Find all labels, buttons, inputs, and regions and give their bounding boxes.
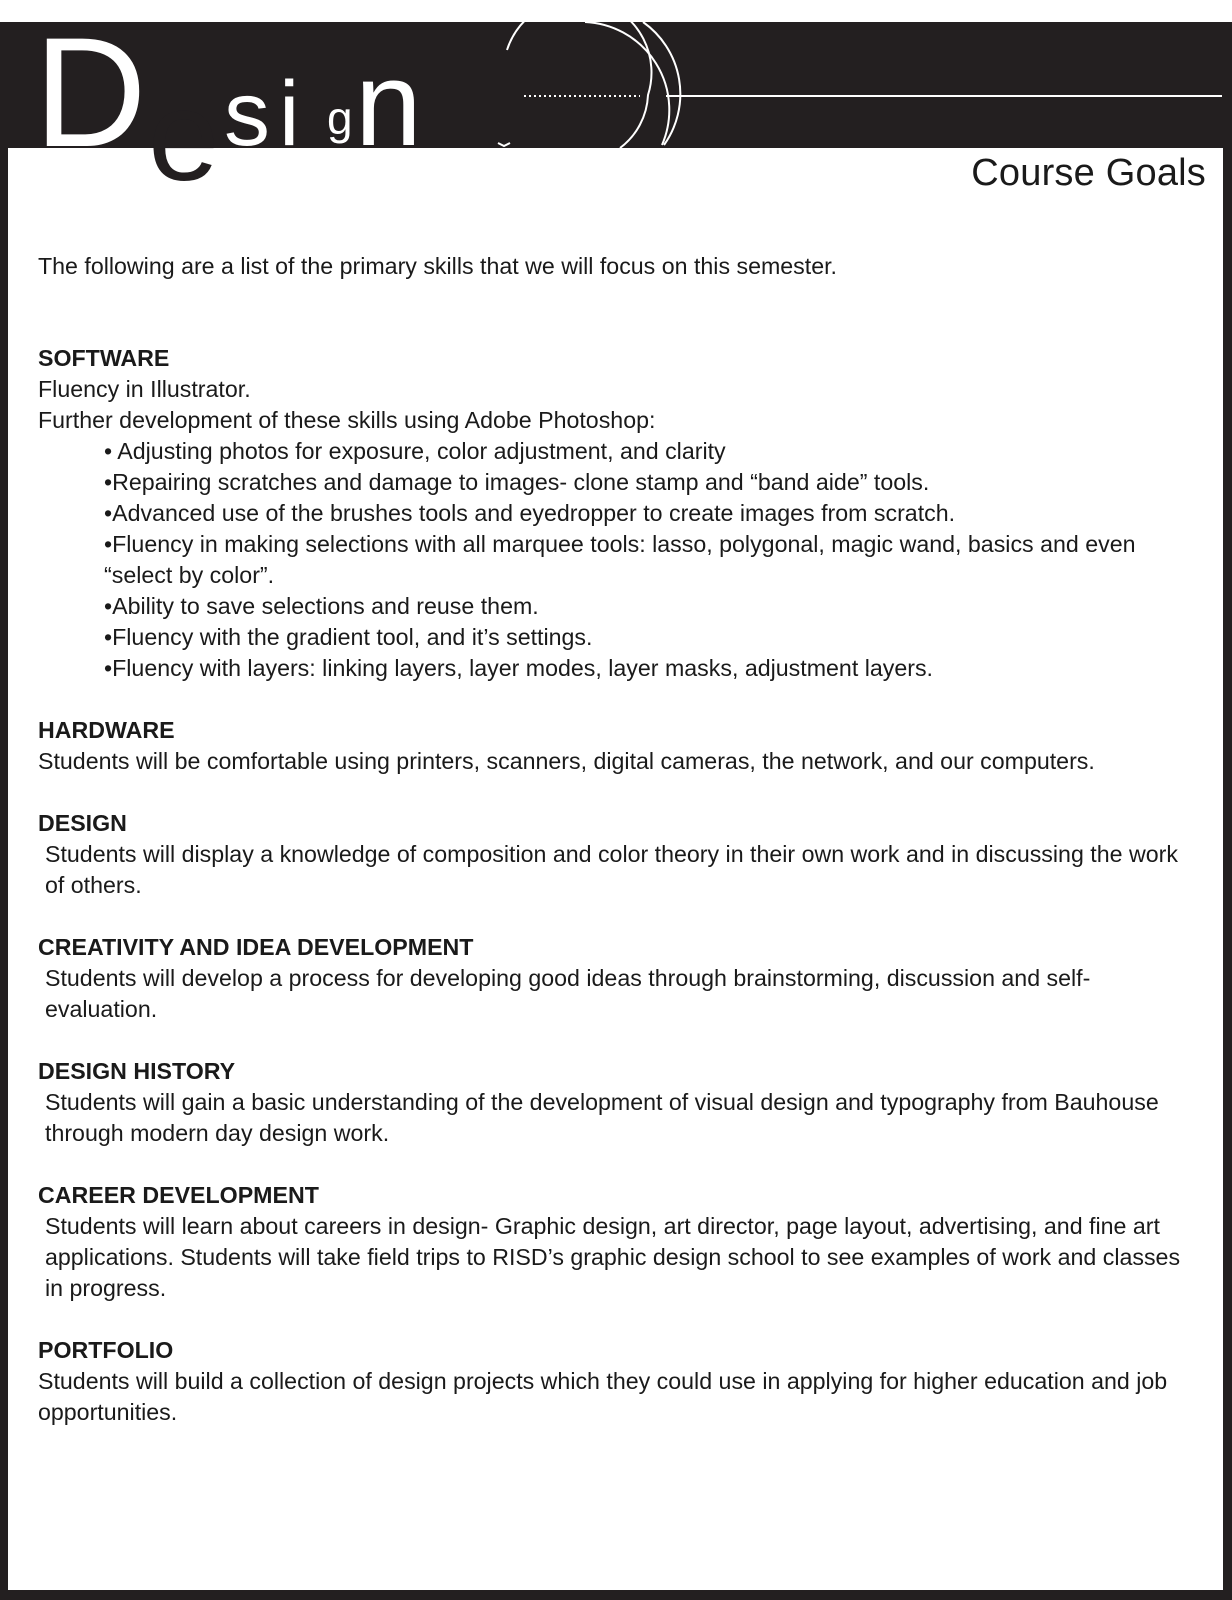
title-letter-n: n <box>355 37 422 171</box>
intro-text: The following are a list of the primary skills that we will focus on this semester. <box>38 253 837 279</box>
title-letter-e: e <box>148 65 220 208</box>
list-item: •Fluency in making selections with all marquee tools: lasso, polygonal, magic wand, basics and even “select by color”. <box>104 531 1136 588</box>
section-design-history <box>38 1056 1198 1149</box>
list-item: • Adjusting photos for exposure, color adjustment, and clarity <box>104 438 726 464</box>
section-text: Students will display a knowledge of composition and color theory in their own work and in discussing the work of others. <box>45 841 1178 898</box>
section-text: Students will build a collection of design projects which they could use in applying for higher education and job opportunities. <box>38 1368 1168 1425</box>
list-item: •Fluency with layers: linking layers, layer modes, layer masks, adjustment layers. <box>104 655 933 681</box>
section-heading: CREATIVITY AND IDEA DEVELOPMENT <box>38 934 474 960</box>
section-portfolio <box>38 1335 1198 1428</box>
title-letter-g: g <box>327 92 353 144</box>
section-label: Course Goals <box>971 152 1206 194</box>
title-letter-s: s <box>224 63 270 165</box>
section-software <box>38 343 1198 684</box>
list-item: •Repairing scratches and damage to images- clone stamp and “band aide” tools. <box>104 469 930 495</box>
section-text: Students will develop a process for developing good ideas through brainstorming, discussion and self-evaluation. <box>45 965 1091 1022</box>
title-letter-i: i <box>279 63 300 165</box>
title-letter-d: D <box>34 6 147 180</box>
section-line: Further development of these skills using Adobe Photoshop: <box>38 407 656 433</box>
section-text: Students will be comfortable using printers, scanners, digital cameras, the network, and our computers. <box>38 748 1095 774</box>
section-creativity <box>38 932 1198 1025</box>
list-item: •Ability to save selections and reuse them. <box>104 593 539 619</box>
section-heading: DESIGN HISTORY <box>38 1058 236 1084</box>
small-arrow-mark <box>498 143 510 146</box>
section-heading: HARDWARE <box>38 717 175 743</box>
section-heading: PORTFOLIO <box>38 1337 174 1363</box>
section-career <box>38 1180 1198 1304</box>
list-item: •Fluency with the gradient tool, and it’s settings. <box>104 624 593 650</box>
section-heading: SOFTWARE <box>38 345 170 371</box>
section-text: Students will learn about careers in design- Graphic design, art director, page layout, advertising, and fine art applications. Students will take field trips to RISD’s graphic design school to see examples of work and classes in progress. <box>45 1213 1181 1301</box>
section-text: Students will gain a basic understanding of the development of visual design and typography from Bauhouse through modern day design work. <box>45 1089 1159 1146</box>
section-hardware <box>38 715 1198 777</box>
section-line: Fluency in Illustrator. <box>38 376 251 402</box>
software-bullet-list <box>38 436 1198 684</box>
section-design <box>38 808 1198 901</box>
decorative-circles <box>507 0 680 148</box>
section-heading: DESIGN <box>38 810 127 836</box>
list-item: •Advanced use of the brushes tools and eyedropper to create images from scratch. <box>104 500 956 526</box>
course-goals-content <box>38 251 1198 1459</box>
section-heading: CAREER DEVELOPMENT <box>38 1182 319 1208</box>
